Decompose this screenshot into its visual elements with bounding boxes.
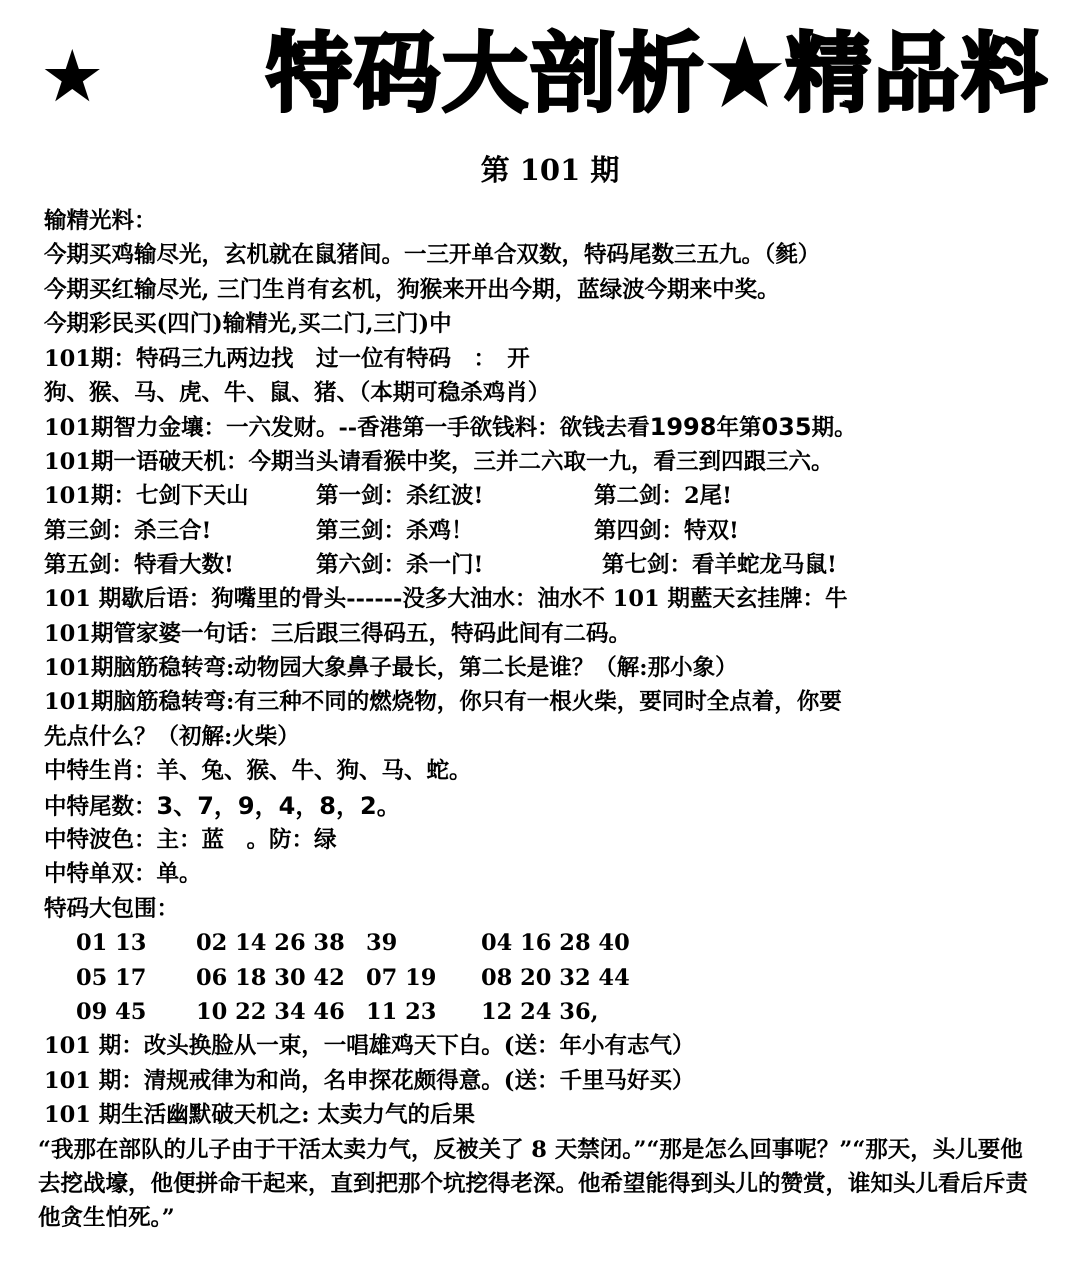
sword-row — [44, 548, 1044, 582]
text-line: 今期买红输尽光, 三门生肖有玄机，狗猴来开出今期，蓝绿波今期来中奖。 — [44, 276, 780, 303]
number-group: 05 17 — [76, 964, 147, 991]
page-header — [0, 22, 1080, 132]
text-line — [44, 789, 1044, 823]
section-heading: 输精光料： — [44, 208, 157, 234]
text-line: 狗、猴、马、虎、牛、鼠、猪、（本期可稳杀鸡肖） — [44, 379, 551, 406]
text-line — [44, 410, 1044, 444]
text-segment: 年第 — [716, 415, 762, 442]
number-group: 10 22 34 46 — [196, 998, 345, 1025]
sword-row — [44, 479, 1044, 513]
sword-cell: 第五剑：特看大数! — [44, 551, 234, 578]
text-line: 101期：特码三九两边找 过一位有特码 ： 开 — [44, 345, 530, 372]
number-group: 11 23 — [366, 998, 437, 1025]
sword-row — [44, 514, 1044, 548]
issue-number: 035 — [761, 413, 812, 442]
number-group: 07 19 — [366, 964, 437, 991]
tail-numbers: 3、7，9，4，8，2。 — [156, 791, 401, 820]
text-line: 101 期歇后语：狗嘴里的骨头------没多大油水：油水不 101 期藍天玄挂牌：牛 — [44, 586, 848, 613]
number-group: 39 — [366, 930, 398, 957]
text-segment: 期。 — [811, 415, 857, 442]
number-group: 12 24 36, — [481, 998, 599, 1025]
text-line: 101 期：清规戒律为和尚，名申探花颇得意。(送：千里马好买） — [44, 1067, 695, 1094]
text-line: 中特单双：单。 — [44, 861, 202, 888]
text-segment: 101期智力金壤：一六发财。--香港第一手欲钱料：欲钱去看 — [44, 415, 650, 442]
sword-cell: 第三剑：杀三合! — [44, 517, 212, 544]
story-paragraph: “我那在部队的儿子由于干活太卖力气，反被关了 8 天禁闭。”“那是怎么回事呢？”“那天，头儿要他去挖战壕，他便拼命干起来，直到把那个坑挖得老深。他希望能得到头儿的赞赏，谁知头儿看后斥责他贪生怕死。” — [38, 1136, 1029, 1232]
sword-cell: 第二剑：2尾! — [594, 483, 733, 510]
text-line: 101 期：改头换脸从一束，一唱雄鸡天下白。(送：年小有志气） — [44, 1033, 695, 1060]
text-line: 今期彩民买(四门)输精光,买二门,三门)中 — [44, 311, 452, 338]
text-line: 101期脑筋稳转弯:动物园大象鼻子最长，第二长是谁？（解:那小象） — [44, 655, 738, 682]
text-line: 中特生肖：羊、兔、猴、牛、狗、马、蛇。 — [44, 758, 472, 785]
sword-cell: 第七剑：看羊蛇龙马鼠! — [602, 551, 837, 578]
number-grid-row — [44, 995, 1044, 1029]
sword-cell: 第六剑：杀一门! — [316, 551, 484, 578]
sword-cell: 第三剑：杀鸡！ — [316, 517, 474, 544]
text-line: 先点什么？（初解:火柴） — [44, 723, 300, 750]
text-segment: 中特尾数： — [44, 793, 157, 820]
main-title: 特码大剖析★精品料 — [266, 24, 1050, 124]
document-body — [38, 204, 1044, 1236]
sword-cell: 101期：七剑下天山 — [44, 483, 249, 510]
number-group: 08 20 32 44 — [481, 964, 630, 991]
text-line: 101期脑筋稳转弯:有三种不同的燃烧物，你只有一根火柴，要同时全点着，你要 — [44, 689, 842, 716]
text-line: 中特波色：主：蓝 。防：绿 — [44, 827, 337, 854]
text-line: 101期管家婆一句话：三后跟三得码五，特码此间有二码。 — [44, 620, 631, 647]
number-group: 02 14 26 38 — [196, 930, 345, 957]
text-line: 101期一语破天机：今期当头请看猴中奖，三并二六取一九，看三到四跟三六。 — [44, 448, 834, 475]
star-icon: ★ — [40, 34, 105, 118]
issue-title: 第 101 期 — [480, 153, 620, 187]
text-line: 今期买鸡输尽光，玄机就在鼠猪间。一三开单合双数，特码尾数三五九。（毵） — [44, 242, 821, 269]
number-grid-row — [44, 926, 1044, 960]
sword-cell: 第四剑：特双! — [594, 517, 739, 544]
number-group: 09 45 — [76, 998, 147, 1025]
number-group: 06 18 30 42 — [196, 964, 345, 991]
number-group: 01 13 — [76, 930, 147, 957]
section-heading: 特码大包围： — [44, 895, 180, 922]
sword-cell: 第一剑：杀红波! — [316, 483, 484, 510]
year-number: 1998 — [649, 413, 717, 442]
number-grid-row — [44, 961, 1044, 995]
number-group: 04 16 28 40 — [481, 930, 630, 957]
text-line: 101 期生活幽默破天机之: 太卖力气的后果 — [44, 1102, 475, 1129]
